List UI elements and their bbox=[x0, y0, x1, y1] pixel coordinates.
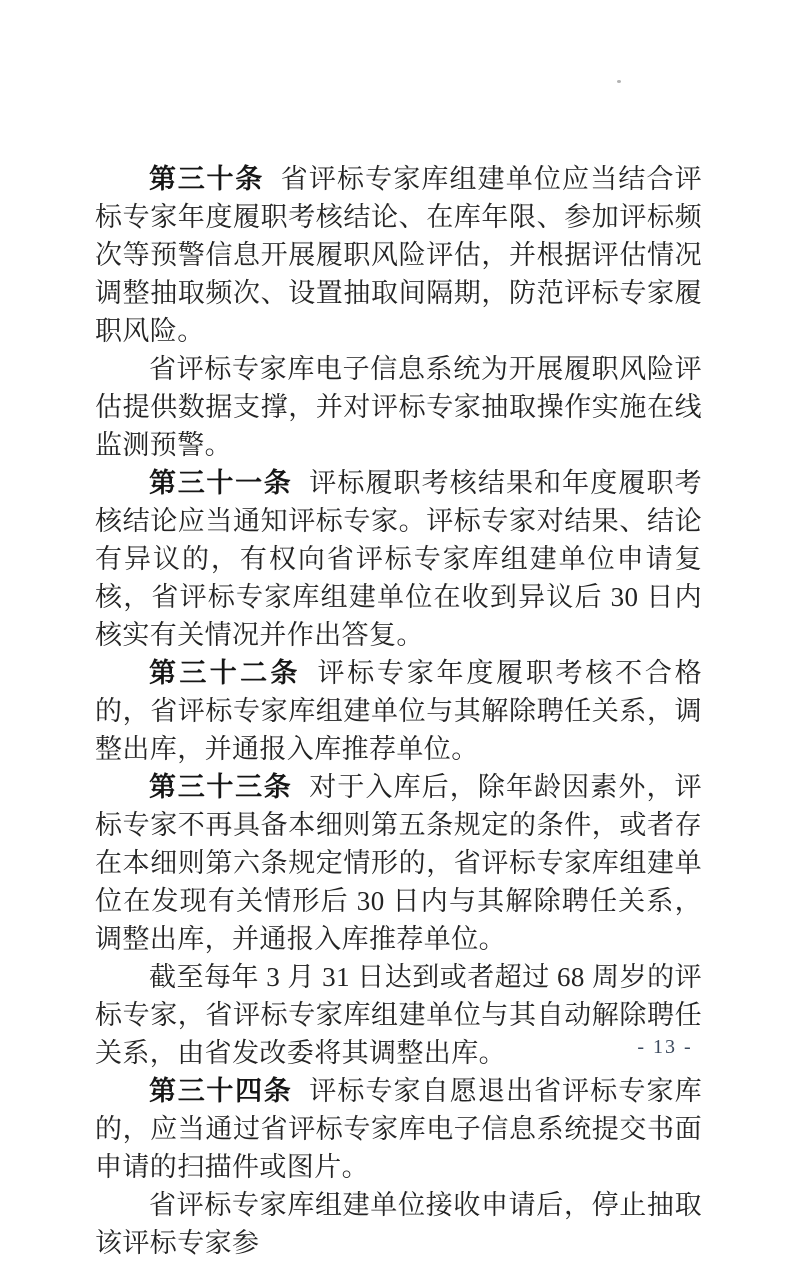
article-32-heading: 第三十二条 bbox=[149, 658, 301, 688]
withdraw-followup-text: 省评标专家库组建单位接收申请后，停止抽取该评标专家参 bbox=[95, 1190, 702, 1258]
article-30-heading: 第三十条 bbox=[149, 164, 264, 194]
paragraph-article-30 bbox=[95, 160, 702, 350]
page-content bbox=[95, 160, 702, 1262]
article-32-text: 评标专家年度履职考核不合格的，省评标专家库组建单位与其解除聘任关系，调整出库，并通报入库推荐单位。 bbox=[95, 658, 703, 764]
article-34-heading: 第三十四条 bbox=[149, 1076, 293, 1106]
article-33-text: 对于入库后，除年龄因素外，评标专家不再具备本细则第五条规定的条件，或者存在本细则第六条规定情形的，省评标专家库组建单位在发现有关情形后 30 日内与其解除聘任关系，调整出库，并通报入库推荐单位。 bbox=[95, 772, 702, 954]
paragraph-article-34 bbox=[95, 1072, 702, 1186]
paragraph-article-33 bbox=[95, 768, 702, 958]
paragraph-article-32 bbox=[95, 654, 702, 768]
paragraph-age-limit bbox=[95, 958, 702, 1072]
article-30-text: 省评标专家库组建单位应当结合评标专家年度履职考核结论、在库年限、参加评标频次等预警信息开展履职风险评估，并根据评估情况调整抽取频次、设置抽取间隔期，防范评标专家履职风险。 bbox=[95, 164, 703, 346]
scan-artifact-speck bbox=[617, 80, 621, 83]
article-34-text: 评标专家自愿退出省评标专家库的，应当通过省评标专家库电子信息系统提交书面申请的扫描件或图片。 bbox=[95, 1076, 702, 1182]
article-31-heading: 第三十一条 bbox=[149, 468, 293, 498]
article-31-text: 评标履职考核结果和年度履职考核结论应当通知评标专家。评标专家对结果、结论有异议的，有权向省评标专家库组建单位申请复核，省评标专家库组建单位在收到异议后 30 日内核实有关情况并作出答复。 bbox=[95, 468, 702, 650]
paragraph-article-31 bbox=[95, 464, 702, 654]
article-33-heading: 第三十三条 bbox=[149, 772, 293, 802]
system-support-text: 省评标专家库电子信息系统为开展履职风险评估提供数据支撑，并对评标专家抽取操作实施在线监测预警。 bbox=[95, 354, 702, 460]
paragraph-system-support bbox=[95, 350, 702, 464]
page-number: - 13 - bbox=[637, 1036, 693, 1058]
paragraph-withdraw-followup bbox=[95, 1186, 702, 1262]
age-limit-text: 截至每年 3 月 31 日达到或者超过 68 周岁的评标专家，省评标专家库组建单位与其自动解除聘任关系，由省发改委将其调整出库。 bbox=[95, 962, 702, 1068]
